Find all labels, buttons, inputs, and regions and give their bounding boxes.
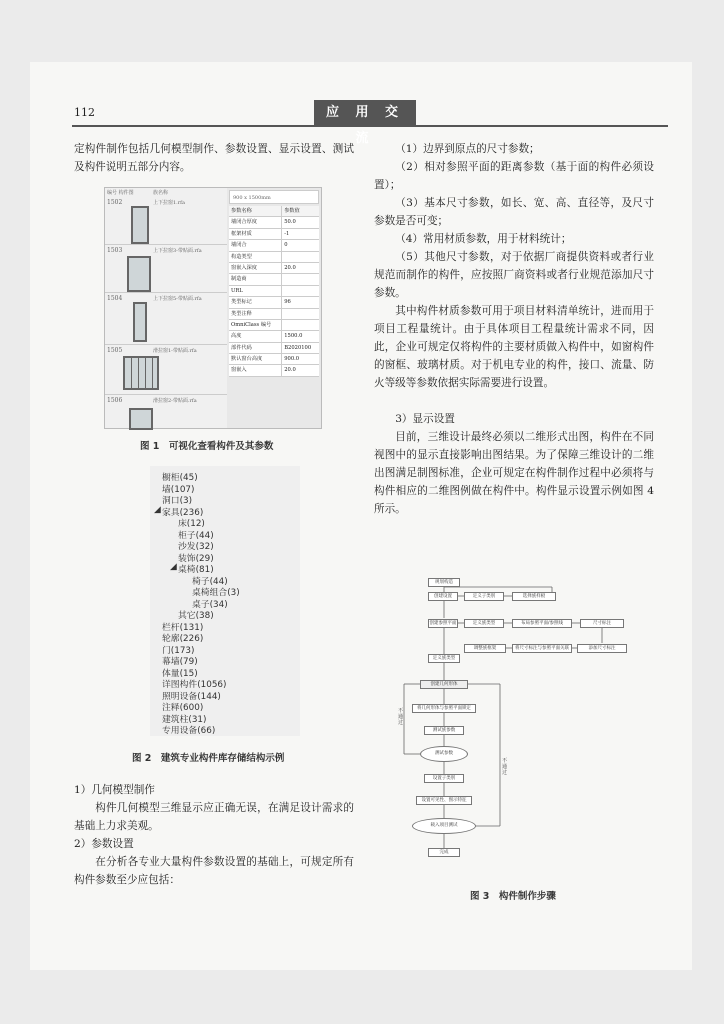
window-thumbnail — [129, 408, 153, 430]
window-thumbnail — [127, 256, 151, 292]
param-value — [282, 286, 319, 296]
param-name: 默认窗台高度 — [229, 354, 282, 364]
flow-step: 尺寸标注 — [580, 619, 624, 628]
flow-step: 设置可见性、图示特征 — [416, 796, 472, 805]
flow-step: 定义族类型 — [464, 619, 504, 628]
flow-step: 创建参照平面 — [428, 619, 458, 628]
table-row — [229, 320, 319, 331]
param-value: B2020100 — [284, 344, 312, 351]
list-item[interactable] — [105, 394, 227, 428]
section-1-title: 1）几何模型制作 — [74, 784, 155, 796]
flow-step-start: 规划构造 — [428, 578, 460, 587]
flow-step: 将几何形体与参照平面锁定 — [412, 704, 476, 713]
table-row — [229, 206, 319, 217]
table-row — [229, 240, 319, 251]
tree-item[interactable]: 轮廓(226) — [162, 634, 204, 644]
tree-item[interactable]: 栏杆(131) — [162, 622, 204, 633]
tree-item[interactable]: 装饰(29) — [178, 553, 214, 564]
param-value: 0 — [284, 242, 288, 249]
paragraph-display: 目前，三维设计最终必须以二维形式出图，构件在不同视图中的显示直接影响出图结果。为了保障三维设计的二维出图满足制图标准，企业可规定在构件制作过程中必须将与构件相应的二维图例做在构件中。构件显示设置示例如图 4 所示。 — [374, 431, 654, 515]
table-row — [229, 331, 319, 342]
row-number: 1506 — [107, 397, 123, 404]
table-row — [229, 252, 319, 263]
tree-item[interactable]: 家具(236) — [162, 507, 204, 518]
section-3-title: 3）显示设置 — [395, 413, 455, 425]
param-value — [282, 252, 319, 262]
flow-step: 调整族框架 — [464, 644, 506, 653]
param-value: 1500.0 — [284, 333, 303, 340]
section-1-body: 构件几何模型三维显示应正确无误，在满足设计需求的基础上力求美观。 — [74, 802, 354, 832]
table-row — [229, 217, 319, 228]
param-name: 高度 — [229, 331, 282, 341]
param-name: 类型注释 — [229, 309, 282, 319]
flow-step: 测试族参数 — [424, 726, 464, 735]
tree-item[interactable]: 橱柜(45) — [162, 473, 198, 483]
tree-item[interactable]: 其它(38) — [178, 611, 214, 621]
param-value: 900.0 — [284, 356, 300, 363]
tree-item[interactable]: 墙(107) — [162, 484, 195, 495]
tree-item[interactable]: 注释(600) — [162, 703, 204, 713]
window-thumbnail — [133, 302, 147, 342]
list-item-1: （1）边界到原点的尺寸参数； — [395, 143, 540, 155]
list-item-4: （4）常用材质参数，用于材料统计； — [395, 233, 572, 245]
flow-step: 定义子类别 — [464, 592, 504, 601]
tree-item[interactable]: 椅子(44) — [192, 576, 228, 587]
flow-step: 创建设置 — [428, 592, 458, 601]
param-value: 50.0 — [284, 219, 296, 226]
parameter-table — [229, 206, 319, 377]
flow-decision: 测试参数 — [420, 746, 468, 762]
tree-item[interactable]: 照明设备(144) — [162, 691, 221, 702]
param-value — [282, 274, 319, 284]
table-row — [229, 297, 319, 308]
section-2-body: 在分析各专业大量构件参数设置的基础上，可规定所有构件参数至少应包括： — [74, 856, 354, 886]
param-value: 96 — [284, 299, 291, 306]
param-name: 窗嵌入深度 — [229, 263, 282, 273]
tree-item[interactable]: 沙发(32) — [178, 542, 214, 552]
list-item-3: （3）基本尺寸参数，如长、宽、高、直径等，及尺寸参数是否可变； — [374, 197, 654, 227]
flow-step: 选择族样板 — [512, 592, 556, 601]
param-value: 20.0 — [284, 367, 296, 374]
component-preview-list — [105, 188, 227, 428]
tree-item[interactable]: 专用设备(66) — [162, 726, 216, 736]
param-value: -1 — [284, 230, 290, 237]
tree-item[interactable]: 桌椅(81) — [178, 565, 214, 575]
param-name: 墙闭合 — [229, 240, 282, 250]
figure-3-flowchart — [398, 568, 662, 878]
flow-step: 添加尺寸标注 — [577, 644, 627, 653]
size-type-label: 900 x 1500mm — [229, 190, 319, 204]
flow-step-end: 完成 — [428, 848, 460, 857]
row-filename: 上下拉窗5-带贴面.rfa — [153, 296, 202, 302]
window-thumbnail — [123, 356, 159, 390]
figure-2-tree — [150, 466, 300, 736]
row-number: 1504 — [107, 295, 123, 302]
window-thumbnail — [131, 206, 149, 244]
list-item[interactable] — [105, 196, 227, 245]
table-row — [229, 365, 319, 376]
param-name: 制造商 — [229, 274, 282, 284]
figure-3-caption: 图 3 构件制作步骤 — [470, 891, 556, 902]
list-item[interactable] — [105, 292, 227, 345]
param-name: 墙闭合厚度 — [229, 217, 282, 227]
flow-step: 将尺寸标注与参照平面关联 — [512, 644, 572, 653]
figure-2-caption: 图 2 建筑专业构件库存储结构示例 — [132, 753, 285, 764]
table-row — [229, 286, 319, 297]
param-value — [282, 309, 319, 319]
tree-expand-icon[interactable]: ◢ — [170, 562, 177, 572]
table-row — [229, 263, 319, 274]
list-item[interactable] — [105, 344, 227, 395]
tree-item[interactable]: 柜子(44) — [178, 530, 214, 541]
param-name: 构造类型 — [229, 252, 282, 262]
row-filename: 滑拉窗1-带贴面.rfa — [153, 348, 197, 354]
tree-item[interactable]: 建筑柱(31) — [162, 714, 207, 725]
list-item-5: （5）其他尺寸参数，对于依据厂商提供资料或者行业规范而制作的构件，应按照厂商资料或者行业规范添加尺寸参数。 — [374, 251, 654, 299]
table-row — [229, 343, 319, 354]
param-name: 窗嵌入 — [229, 365, 282, 375]
param-value — [282, 320, 319, 330]
param-name: URL — [229, 286, 282, 296]
header-rule — [72, 125, 668, 127]
figure-1 — [104, 187, 322, 429]
row-filename: 上下拉窗3-带贴面.rfa — [153, 248, 202, 254]
flow-decision: 载入项目测试 — [412, 818, 476, 834]
flow-step: 设置子类别 — [424, 774, 464, 783]
tree-item[interactable]: 桌子(34) — [192, 599, 228, 610]
paragraph-materials: 其中构件材质参数可用于项目材料清单统计，进而用于项目工程量统计。由于具体项目工程量统计需求不同，因此，企业可规定仅将构件的主要材质做入构件中，如窗构件的窗框、玻璃材质。对于机电专业的构件，接口、流量、防火等级等参数依据实际需要进行设置。 — [374, 305, 654, 389]
row-filename: 上下拉窗1.rfa — [153, 200, 185, 206]
flow-label-fail-1: 不通过 — [398, 708, 404, 726]
table-row — [229, 354, 319, 365]
figure-1-caption: 图 1 可视化查看构件及其参数 — [140, 441, 274, 452]
row-number: 1505 — [107, 347, 123, 354]
list-item-2: （2）相对参照平面的距离参数（基于面的构件必须设置）； — [374, 161, 654, 191]
table-row — [229, 309, 319, 320]
preview-header-right: 族名称 — [153, 190, 169, 196]
flow-step: 创建几何形体 — [420, 680, 468, 689]
row-number: 1502 — [107, 199, 123, 206]
list-item[interactable] — [105, 244, 227, 293]
flow-step: 定义族类型 — [428, 654, 460, 663]
param-value: 20.0 — [284, 264, 296, 271]
param-value: 参数值 — [284, 208, 300, 214]
column-title: 应 用 交 流 — [314, 100, 416, 126]
param-name: OmniClass 编号 — [229, 320, 282, 330]
section-2-title: 2）参数设置 — [74, 838, 134, 850]
param-name: 类型标记 — [229, 297, 282, 307]
tree-item[interactable]: 床(12) — [178, 519, 205, 529]
row-filename: 滑拉窗2-带贴面.rfa — [153, 398, 197, 404]
page-number: 112 — [74, 106, 95, 119]
param-name: 框架材质 — [229, 229, 282, 239]
tree-expand-icon[interactable]: ◢ — [154, 504, 161, 515]
tree-item[interactable]: 门(173) — [162, 645, 195, 656]
tree-item[interactable]: 详图构件(1056) — [162, 680, 227, 690]
intro-text: 定构件制作包括几何模型制作、参数设置、显示设置、测试及构件说明五部分内容。 — [74, 143, 354, 173]
flow-label-fail-2: 不通过 — [502, 758, 508, 776]
tree-item[interactable]: 桌椅组合(3) — [192, 588, 240, 598]
tree-item[interactable]: 幕墙(79) — [162, 657, 198, 667]
param-name: 参数名称 — [229, 206, 282, 216]
table-row — [229, 229, 319, 240]
preview-header-left: 编号 构件图 — [107, 190, 134, 196]
tree-item[interactable]: 洞口(3) — [162, 496, 193, 506]
row-number: 1503 — [107, 247, 123, 254]
param-name: 部件代码 — [229, 343, 282, 353]
tree-item[interactable]: 体量(15) — [162, 668, 198, 679]
table-row — [229, 274, 319, 285]
flow-step: 布局参照平面/参照线 — [512, 619, 572, 628]
